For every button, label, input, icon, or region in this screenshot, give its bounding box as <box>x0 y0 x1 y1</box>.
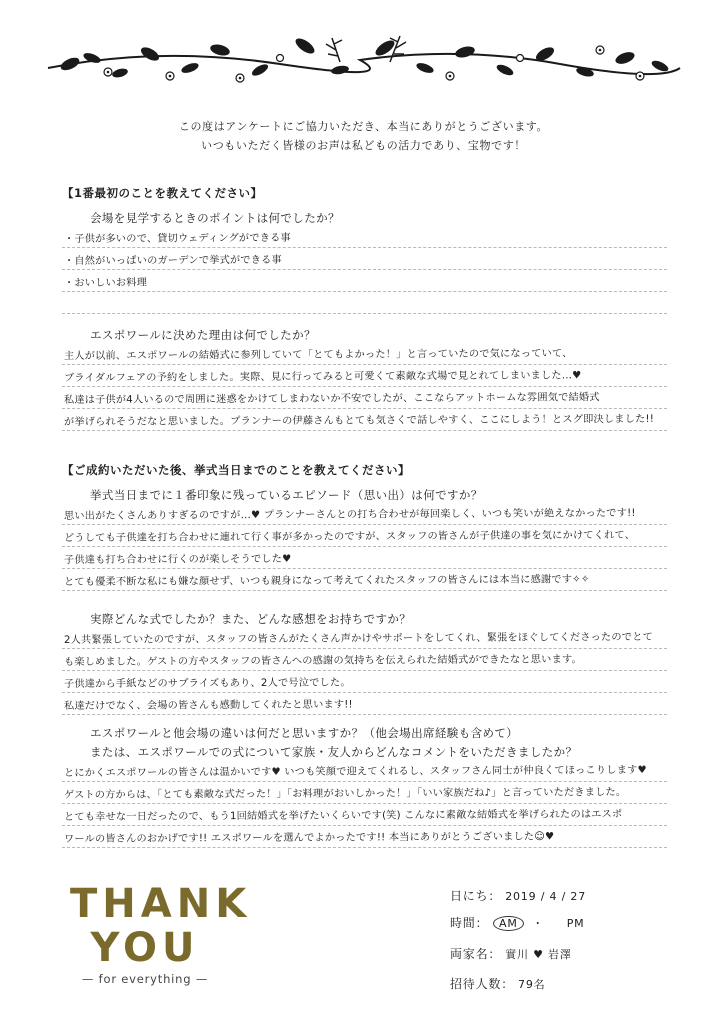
pm-option: PM <box>566 917 585 930</box>
section-2-heading: 【ご成約いただいた後、挙式当日までのことを教えてください】 <box>62 463 410 477</box>
guests-value: 79名 <box>518 978 546 991</box>
answer-line: ゲストの方からは、「とても素敵な式だった！」「お料理がおいしかった！」「いい家族だね♪」と言っていただきました。 <box>63 787 627 801</box>
question-venue-difference: エスポワールと他会場の違いは何だと思いますか？（他会場出席経験も含めて） <box>90 726 519 740</box>
answer-line: ワールの皆さんのおかげです!! エスポワールを選んでよかったです!! 本当にありがとうございました☺♥ <box>63 831 555 845</box>
thank-you-logo <box>70 881 252 986</box>
ampm-separator: ・ <box>532 917 545 930</box>
intro-line-1: この度はアンケートにご協力いただき、本当にありがとうございます。 <box>178 120 549 133</box>
answer-line: 2人共緊張していたのですが、スタッフの皆さんがたくさん声かけやサポートをしてくれ、緊張をほぐしてくださったのでとて <box>63 631 653 646</box>
section-1-heading: 【1番最初のことを教えてください】 <box>62 186 263 200</box>
families-label: 両家名： <box>450 947 502 961</box>
answer-line: が挙げられそうだなと思いました。プランナーの伊藤さんもとても気さくで話しやすく、ここにしよう！とスグ即決しました!! <box>63 413 655 428</box>
question-venue-points: 会場を見学するときのポイントは何でしたか？ <box>90 211 340 225</box>
am-selected: AM <box>493 916 524 931</box>
answer-line: どうしても子供達を打ち合わせに連れて行く事が多かったのですが、スタッフの皆さんが子供達の事を気にかけてくれて、 <box>63 530 636 544</box>
answer-ceremony-impression <box>62 627 667 715</box>
answer-line: とても優柔不断な私にも嫌な顔せず、いつも親身になって考えてくれたスタッフの皆さんには本当に感謝です✧✧ <box>63 574 590 588</box>
families-row <box>450 945 572 962</box>
guests-row <box>450 975 545 992</box>
answer-line: とにかくエスポワールの皆さんは温かいです♥ いつも笑顔で迎えてくれるし、スタッフさん同士が仲良くてほっこりします♥ <box>63 764 647 779</box>
answer-line: ・子供が多いので、貸切ウェディングができる事 <box>63 232 291 245</box>
for-everything-text: — for everything — <box>81 972 209 986</box>
answer-venue-difference <box>62 760 667 848</box>
answer-line: 子供達も打ち合わせに行くのが楽しそうでした♥ <box>63 553 292 566</box>
answer-line: ブライダルフェアの予約をしました。実際、見に行ってみると可愛くて素敵な式場で見とれてしまいました…♥ <box>63 370 582 384</box>
question-family-comments: または、エスポワールでの式について家族・友人からどんなコメントをいただきましたか？ <box>90 745 578 759</box>
answer-line: 思い出がたくさんありすぎるのですが…♥ プランナーさんとの打ち合わせが毎回楽しく、いつも笑いが絶えなかったです!! <box>63 508 636 522</box>
answer-line: 私達は子供が4人いるので周囲に迷惑をかけてしまわないか不安でしたが、ここならアットホームな雰囲気で結婚式 <box>63 392 600 406</box>
families-value: 實川 ♥ 岩澤 <box>505 948 572 961</box>
answer-line: ・自然がいっぱいのガーデンで挙式ができる事 <box>63 254 282 267</box>
answer-line: 主人が以前、エスポワールの結婚式に参列していて「とてもよかった！」と言っていたので気になっていて、 <box>63 348 573 362</box>
answer-line: 私達だけでなく、会場の皆さんも感動してくれたと思います!! <box>63 699 353 712</box>
intro-line-2: いつもいただく皆様のお声は私どもの活力であり、宝物です！ <box>201 139 526 152</box>
answer-memorable-episode <box>62 503 667 591</box>
date-value: 2019 / 4 / 27 <box>505 890 586 903</box>
date-row <box>450 887 586 904</box>
time-row <box>450 914 584 931</box>
answer-decision-reason <box>62 343 667 431</box>
answer-line: とても幸せな一日だったので、もう1回結婚式を挙げたいくらいです(笑) こんなに素敵な結婚式を挙げられたのはエスポ <box>63 809 623 823</box>
answer-line: 子供達から手紙などのサプライズもあり、2人で号泣でした。 <box>63 677 351 690</box>
you-text: YOU <box>90 925 200 971</box>
guests-label: 招待人数： <box>450 977 515 991</box>
question-decision-reason: エスポワールに決めた理由は何でしたか？ <box>90 328 316 342</box>
date-label: 日にち： <box>450 889 502 903</box>
botanical-garland-decoration <box>40 28 687 98</box>
question-ceremony-impression: 実際どんな式でしたか？また、どんな感想をお持ちですか？ <box>90 612 412 626</box>
time-label: 時間： <box>450 916 489 930</box>
thank-text: THANK <box>70 881 252 927</box>
answer-line: も楽しめました。ゲストの方やスタッフの皆さんへの感謝の気持ちを伝えられた結婚式ができたなと思います。 <box>63 654 582 668</box>
answer-line: ・おいしいお料理 <box>63 277 148 289</box>
question-memorable-episode: 挙式当日までに１番印象に残っているエピソード（思い出）は何ですか？ <box>90 488 483 502</box>
answer-venue-points <box>62 226 667 314</box>
